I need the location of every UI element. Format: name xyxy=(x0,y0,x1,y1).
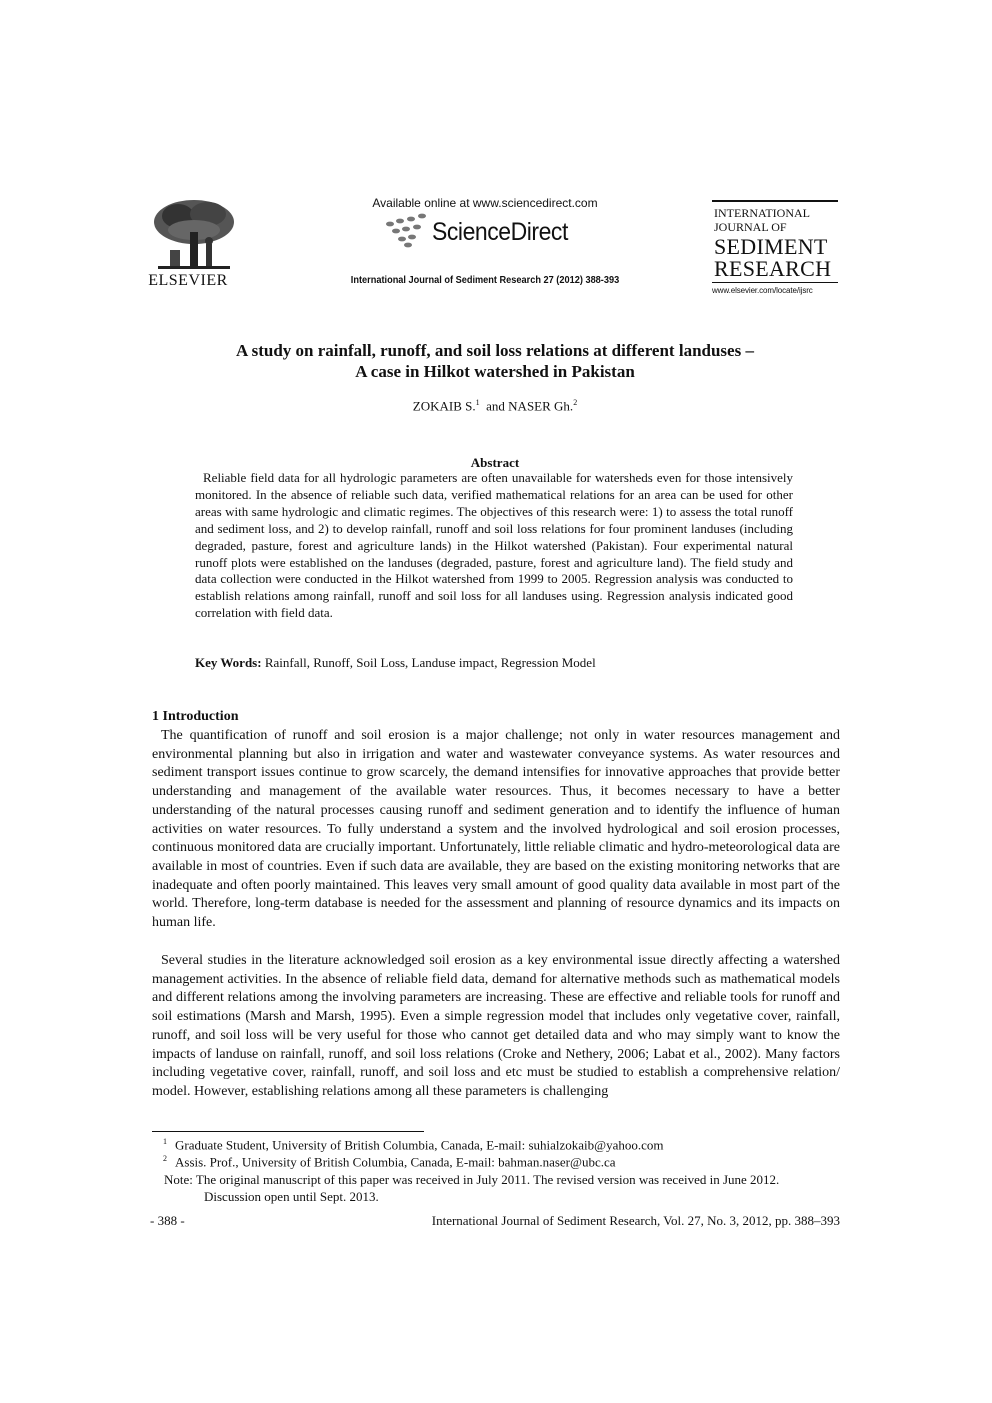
sciencedirect-wordmark: ScienceDirect xyxy=(432,218,568,246)
keywords-list: Rainfall, Runoff, Soil Loss, Landuse impact, Regression Model xyxy=(264,655,596,670)
footnote-1-mark: 1 xyxy=(163,1137,167,1146)
footnote-2-text: Assis. Prof., University of British Columbia, Canada, E-mail: bahman.naser@ubc.ca xyxy=(175,1154,616,1170)
journal-logo-line2: JOURNAL OF xyxy=(714,220,787,234)
journal-citation-header: International Journal of Sediment Research 27 (2012) 388-393 xyxy=(350,275,620,286)
author-1-affiliation-mark: 1 xyxy=(475,398,480,407)
journal-logo-bottom-rule xyxy=(712,282,838,283)
journal-logo-line1: INTERNATIONAL xyxy=(714,206,810,220)
elsevier-wordmark: ELSEVIER xyxy=(148,272,228,289)
author-2-affiliation-mark: 2 xyxy=(573,398,578,407)
title-line-2: A case in Hilkot watershed in Pakistan xyxy=(355,362,635,381)
footnote-2 xyxy=(163,1154,616,1170)
title-line-1: A study on rainfall, runoff, and soil loss relations at different landuses – xyxy=(236,341,754,360)
article-title xyxy=(150,340,840,382)
journal-logo-top-rule xyxy=(712,200,838,202)
keywords-label: Key Words: xyxy=(195,655,262,670)
footnote-divider xyxy=(152,1131,424,1132)
author-1: ZOKAIB S. xyxy=(412,398,476,414)
author-2: NASER Gh. xyxy=(508,398,574,414)
section-heading-introduction: 1 Introduction xyxy=(152,709,239,724)
available-online-text: Available online at www.sciencedirect.com xyxy=(372,196,598,210)
page-number: - 388 - xyxy=(150,1213,185,1228)
journal-logo-line4: RESEARCH xyxy=(714,256,832,281)
abstract-text: Reliable field data for all hydrologic parameters are often unavailable for watersheds even for those intensively monitored. In the absence of reliable such data, verified mathematical relations for an area can be used for other areas with same hydrologic and climatic regimes. The objectives of this research were: 1) to assess the total runoff and sediment loss, and 2) to develop rainfall, runoff and soil loss relations for four prominent landuses (including degraded, pasture, forest and agriculture lands) in the Hilkot watershed (Pakistan). Four experimental natural runoff plots were established on the landuses (degraded, pasture, forest and agriculture land). The field study and data collection were conducted in the Hilkot watershed from 1999 to 2005. Regression analysis was conducted to establish relations among rainfall, runoff and soil loss for all landuses using. Regression analysis indicated good correlation with field data. xyxy=(195,470,793,621)
abstract-heading: Abstract xyxy=(470,455,520,470)
introduction-paragraph-2: Several studies in the literature acknowledged soil erosion as a key environmental issue directly affecting a watershed management activities. In the absence of reliable field data, demand for alternative methods such as mathematical models and different relations among the involving parameters are increasing. These are effective and reliable tools for runoff and soil estimations (Marsh and Marsh, 1995). Even a simple regression model that includes only vegetative cover, rainfall, runoff, and soil loss will be very useful for those who cannot get detailed data and who may simply want to know the impacts of landuse on rainfall, runoff, and soil loss relations (Croke and Nethery, 2006; Labat et al., 2002). Many factors including vegetative cover, rainfall, runoff, and soil loss and etc must be studied to establish a comprehensive relation/ model. However, establishing relations among all these parameters is challenging xyxy=(152,953,840,1099)
introduction-paragraph-1: The quantification of runoff and soil erosion is a major challenge; not only in water resources management and environmental planning but also in irrigation and water and wastewater conveyance systems. As water resources and sediment transport issues continue to grow scarcely, the demand intensifies for innovative approaches that provide better understanding and management of the available water resources. Thus, it becomes necessary to have a better understanding of the natural processes causing runoff and sediment generation and to identify the influence of human activities on water resources. To fully understand a system and the involved hydrological and soil erosion processes, continuous monitored data are crucially important. Unfortunately, little reliable climatic and hydro-meteorological data are available in most of countries. Even if such data are available, they are based on the existing monitoring networks that are inadequate and often poorly maintained. This leaves very small amount of good quality data available in most part of the world. Therefore, long-term database is needed for the assessment and planning of resource dynamics and its impacts on human life. xyxy=(152,728,840,931)
author-separator: and xyxy=(486,398,505,414)
journal-url-link[interactable]: www.elsevier.com/locate/ijsrc xyxy=(712,286,813,295)
manuscript-note: Note: The original manuscript of this paper was received in July 2011. The revised version was received in June 2012. Discussion open until Sept. 2013. xyxy=(164,1172,780,1204)
author-list xyxy=(150,398,840,414)
footnote-1-text: Graduate Student, University of British Columbia, Canada, E-mail: suhialzokaib@yahoo.com xyxy=(175,1137,664,1153)
footer-citation: International Journal of Sediment Research, Vol. 27, No. 3, 2012, pp. 388–393 xyxy=(431,1213,840,1228)
keywords xyxy=(195,655,793,671)
journal-logo-line3: SEDIMENT xyxy=(714,234,828,259)
footnote-1 xyxy=(163,1137,664,1153)
footnote-2-mark: 2 xyxy=(163,1154,167,1163)
